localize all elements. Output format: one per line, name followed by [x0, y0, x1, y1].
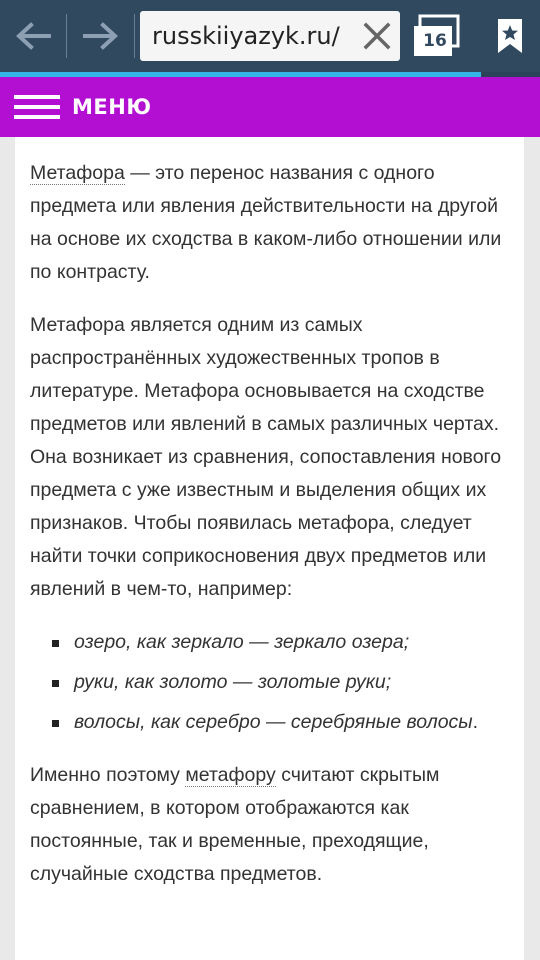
menu-label: МЕНЮ: [72, 95, 152, 119]
forward-button[interactable]: [68, 0, 134, 72]
back-button[interactable]: [0, 0, 66, 72]
example-text: руки, как золото — золотые руки;: [74, 671, 392, 693]
example-text: озеро, как зеркало — зеркало озера;: [74, 631, 410, 653]
list-item: [30, 666, 510, 699]
bullet-icon: [52, 640, 59, 647]
example-text: волосы, как серебро — серебряные волосы: [74, 711, 473, 733]
paragraph-description: Метафора является одним из самых распространённых художественных тропов в литературе. Метафора основывается на сходстве предметов или явлений в самых различных чертах. Она возникает из сравнения, сопоставления нового предмета с уже известным и выделения общих их признаков. Чтобы появилась метафора, следует найти точки соприкосновения двух предметов или явлений в чем-то, например:: [30, 314, 502, 600]
menu-button[interactable]: [14, 87, 154, 127]
content-card: [15, 137, 524, 960]
term-metaphor[interactable]: Метафора: [30, 162, 125, 184]
bullet-icon: [52, 680, 59, 687]
clear-url-button[interactable]: [360, 19, 394, 53]
site-menu-bar: [0, 77, 540, 137]
toolbar-divider: [134, 14, 135, 58]
list-item: [30, 626, 510, 659]
example-tail: .: [472, 711, 479, 733]
close-icon: [363, 22, 391, 50]
url-text[interactable]: russkiiyazyk.ru/: [152, 22, 340, 50]
bookmark-star-icon: [496, 17, 524, 55]
browser-toolbar: [0, 0, 540, 72]
definition-text: — это перенос названия с одного предмета или явления действительности на другой на основе их сходства в каком-либо отношении или по контрасту.: [30, 162, 502, 283]
examples-list: [30, 626, 510, 739]
conclusion-before: Именно поэтому: [30, 764, 186, 786]
paragraph-conclusion: [30, 759, 510, 891]
list-item: [30, 706, 510, 739]
article-body: [30, 157, 510, 911]
address-bar[interactable]: [140, 11, 400, 61]
arrow-left-icon: [15, 22, 51, 50]
paragraph-definition: [30, 157, 510, 289]
arrow-right-icon: [83, 22, 119, 50]
toolbar-divider: [66, 14, 67, 58]
tabs-button[interactable]: [410, 12, 466, 60]
bullet-icon: [52, 720, 59, 727]
conclusion-after: считают скрытым сравнением, в котором отображаются как постоянные, так и временные, преходящие, случайные сходства предметов.: [30, 764, 440, 885]
hamburger-icon: [14, 94, 60, 120]
bookmark-button[interactable]: [480, 0, 540, 72]
link-metaphor[interactable]: метафору: [185, 764, 276, 786]
tab-count: 16: [423, 31, 447, 51]
